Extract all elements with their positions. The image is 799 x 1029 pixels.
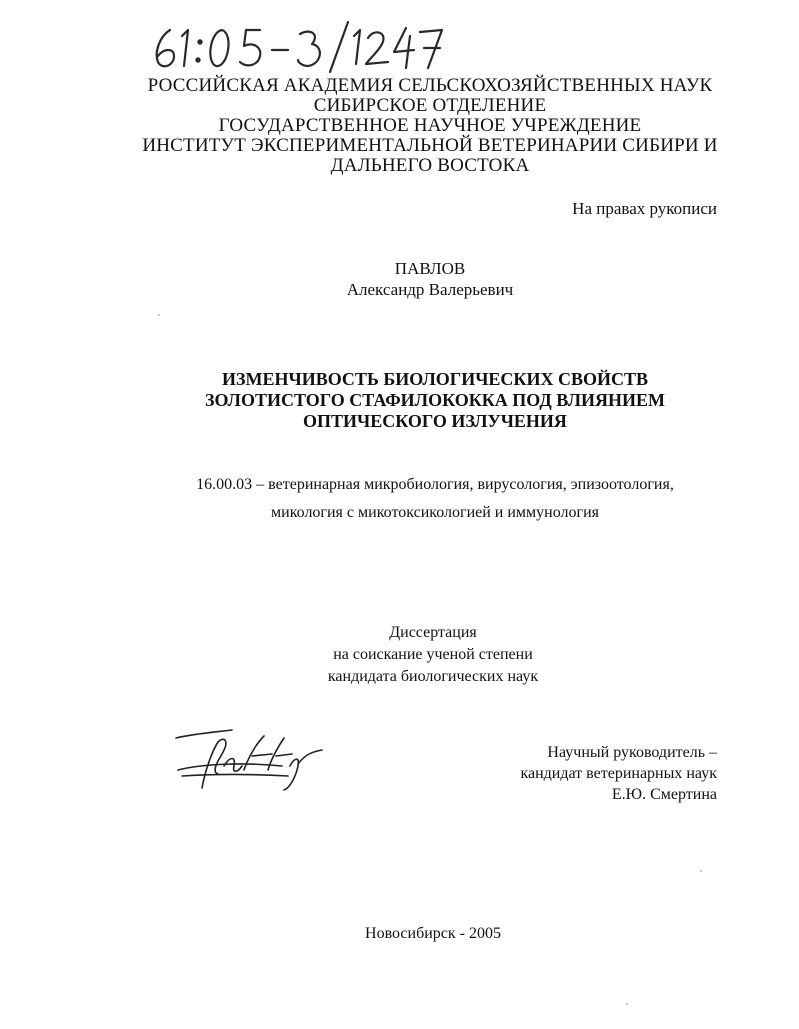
advisor-block: [520, 742, 717, 805]
degree-line: Диссертация: [389, 624, 477, 641]
author-block: [0, 258, 799, 300]
header-line: СИБИРСКОЕ ОТДЕЛЕНИЕ: [313, 95, 547, 116]
specialty-line-2: микология с микотоксикологией и иммунология: [271, 504, 599, 521]
degree-line: на соискание ученой степени: [333, 646, 533, 663]
scan-speck: [158, 314, 160, 316]
advisor-line: кандидат ветеринарных наук: [520, 765, 717, 782]
header-line: ГОСУДАРСТВЕННОЕ НАУЧНОЕ УЧРЕЖДЕНИЕ: [218, 115, 642, 136]
title-line: ЗОЛОТИСТОГО СТАФИЛОКОККА ПОД ВЛИЯНИЕМ: [204, 390, 666, 410]
specialty-block: [0, 471, 799, 527]
title-line: ОПТИЧЕСКОГО ИЗЛУЧЕНИЯ: [303, 411, 567, 431]
degree-line: кандидата биологических наук: [327, 668, 539, 685]
header-line: ДАЛЬНЕГО ВОСТОКА: [330, 155, 530, 176]
scan-speck: [700, 870, 702, 872]
author-given-names: Александр Валерьевич: [346, 280, 514, 299]
author-surname: ПАВЛОВ: [394, 259, 466, 278]
rights-note: На правах рукописи: [572, 199, 717, 218]
title-line: ИЗМЕНЧИВОСТЬ БИОЛОГИЧЕСКИХ СВОЙСТВ: [222, 369, 648, 389]
handwritten-archive-code: [148, 18, 448, 74]
header-line: РОССИЙСКАЯ АКАДЕМИЯ СЕЛЬСКОХОЗЯЙСТВЕННЫХ НАУК: [147, 75, 713, 96]
degree-block: [0, 622, 799, 688]
dissertation-title: [0, 369, 799, 432]
header-line: ИНСТИТУТ ЭКСПЕРИМЕНТАЛЬНОЙ ВЕТЕРИНАРИИ СИБИРИ И: [142, 135, 718, 156]
advisor-name: Е.Ю. Смертина: [611, 786, 717, 803]
specialty-line-1: 16.00.03 – ветеринарная микробиология, вирусология, эпизоотология,: [196, 476, 674, 493]
institution-header: [60, 76, 799, 176]
author-signature: [172, 726, 332, 796]
advisor-line: Научный руководитель –: [547, 744, 717, 761]
scan-speck: [626, 1003, 628, 1005]
city-year: Новосибирск - 2005: [365, 925, 501, 942]
